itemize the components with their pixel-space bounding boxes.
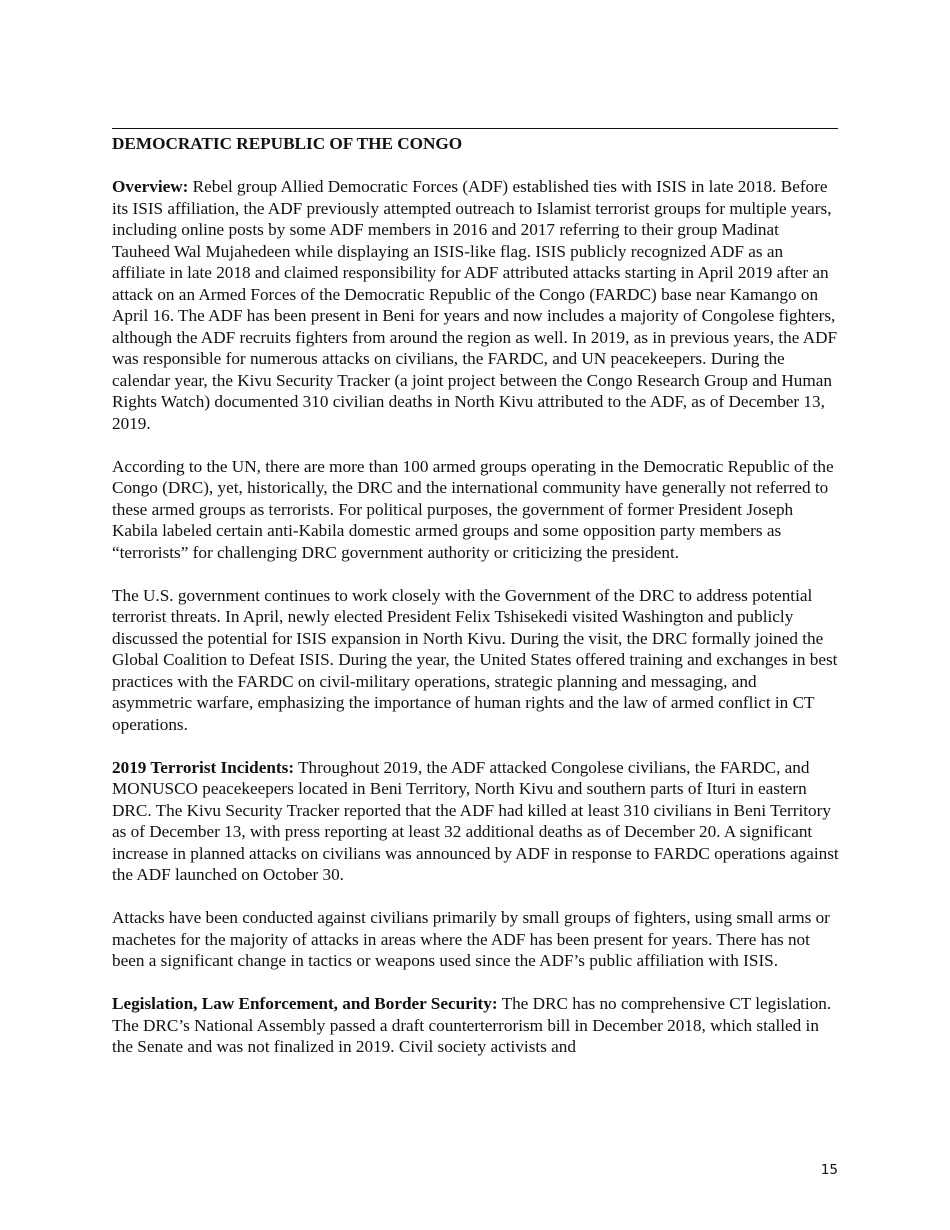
header-rule bbox=[112, 128, 838, 129]
paragraph-armed-groups bbox=[112, 456, 840, 564]
paragraph-lead: 2019 Terrorist Incidents: bbox=[112, 757, 295, 777]
paragraph-lead: Legislation, Law Enforcement, and Border Security: bbox=[112, 994, 498, 1013]
paragraph-text: Throughout 2019, the ADF attacked Congolese civilians, the FARDC, and MONUSCO peacekeepers located in Beni Territory, North Kivu and southern parts of Ituri in eastern DRC. The Kivu Security Tracker reported that the ADF had killed at least 310 civilians in Beni Territory as of December 13, with press reporting at least 32 additional deaths as of December 20. A significant increase in planned attacks on civilians was announced by ADF in response to FARDC operations against the ADF launched on October 30. bbox=[112, 757, 839, 884]
paragraph-text: Rebel group Allied Democratic Forces (ADF) established ties with ISIS in late 2018. Before its ISIS affiliation, the ADF previously attempted outreach to Islamist terrorist groups for multiple years, including online posts by some ADF members in 2016 and 2017 referring to their group Madinat Tauheed Wal Mujahedeen while displaying an ISIS-like flag. ISIS publicly recognized ADF as an affiliate in late 2018 and claimed responsibility for ADF attributed attacks starting in April 2019 after an attack on an Armed Forces of the Democratic Republic of the Congo (FARDC) base near Kamango on April 16. The ADF has been present in Beni for years and now includes a majority of Congolese fighters, although the ADF recruits fighters from around the region as well. In 2019, as in previous years, the ADF was responsible for numerous attacks on civilians, the FARDC, and UN peacekeepers. During the calendar year, the Kivu Security Tracker (a joint project between the Congo Research Group and Human Rights Watch) documented 310 civilian deaths in North Kivu attributed to the ADF, as of December 13, 2019. bbox=[112, 177, 838, 433]
page-number: 15 bbox=[820, 1162, 838, 1178]
paragraph-text: According to the UN, there are more than 100 armed groups operating in the Democratic Republic of the Congo (DRC), yet, historically, the DRC and the international community have generally not referred to these armed groups as terrorists. For political purposes, the government of former President Joseph Kabila labeled certain anti-Kabila domestic armed groups and some opposition party members as “terrorists” for challenging DRC government authority or criticizing the president. bbox=[112, 456, 834, 562]
paragraph-us-cooperation bbox=[112, 585, 840, 736]
paragraph-lead: Overview: bbox=[112, 177, 189, 196]
paragraph-text: The DRC has no comprehensive CT legislation. The DRC’s National Assembly passed a draft counterterrorism bill in December 2018, which stalled in the Senate and was not finalized in 2019. Civil society activists and bbox=[112, 994, 832, 1056]
paragraph-legislation bbox=[112, 993, 840, 1058]
document-page bbox=[112, 0, 840, 1230]
paragraph-text: The U.S. government continues to work closely with the Government of the DRC to address potential terrorist threats. In April, newly elected President Felix Tshisekedi visited Washington and publicly discussed the potential for ISIS expansion in North Kivu. During the visit, the DRC formally joined the Global Coalition to Defeat ISIS. During the year, the United States offered training and exchanges in best practices with the FARDC on civil-military operations, strategic planning and messaging, and asymmetric warfare, emphasizing the importance of human rights and the law of armed conflict in CT operations. bbox=[112, 585, 838, 734]
section-heading: DEMOCRATIC REPUBLIC OF THE CONGO bbox=[112, 134, 463, 153]
paragraph-terrorist-incidents bbox=[112, 757, 840, 886]
paragraph-overview bbox=[112, 176, 840, 434]
paragraph-attacks bbox=[112, 907, 840, 972]
document-body bbox=[112, 176, 840, 1079]
paragraph-text: Attacks have been conducted against civilians primarily by small groups of fighters, using small arms or machetes for the majority of attacks in areas where the ADF has been present for years. There has not been a significant change in tactics or weapons used since the ADF’s public affiliation with ISIS. bbox=[112, 908, 830, 970]
